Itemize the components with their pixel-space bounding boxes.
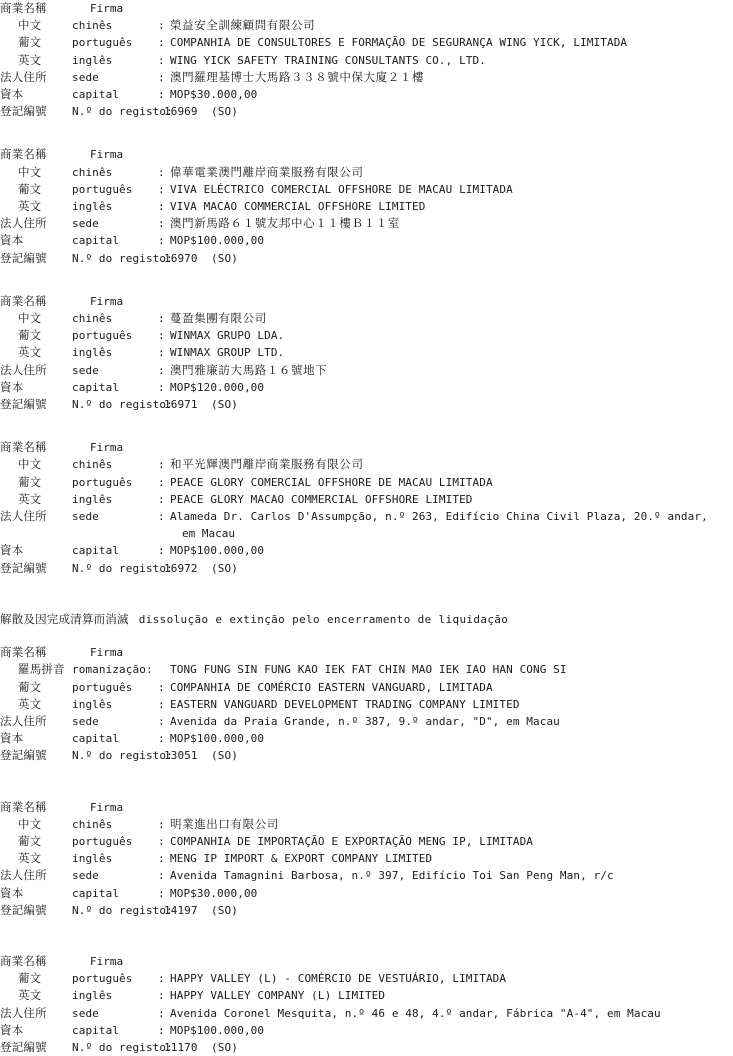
entry-divider — [0, 413, 733, 439]
firma-label-pt: Firma — [90, 294, 124, 308]
portuguese-label-cn: 葡文 — [18, 679, 42, 694]
capital-label-cn: 資本 — [0, 87, 24, 102]
registration-label-pt: N.º do registo: — [72, 749, 173, 763]
registration-label-cn: 登記編號 — [0, 748, 47, 763]
seat-value: Avenida Tamagnini Barbosa, n.º 397, Edifício Toi San Peng Man, r/c — [170, 869, 614, 883]
colon: : — [158, 19, 165, 33]
seat-row — [0, 713, 733, 730]
portuguese-name-value: WINMAX GRUPO LDA. — [170, 329, 285, 343]
colon: : — [158, 217, 165, 231]
chinese-name-value: 和平光輝澳門離岸商業服務有限公司 — [170, 457, 364, 472]
company-entry — [0, 293, 733, 413]
registration-value: 14197 (SO) — [164, 903, 238, 917]
chinese-name-row — [0, 164, 733, 181]
section-note — [0, 611, 733, 628]
capital-row — [0, 1022, 733, 1039]
seat-label-cn: 法人住所 — [0, 868, 47, 883]
registration-value: 16970 (SO) — [164, 251, 238, 265]
registration-row — [0, 1039, 733, 1056]
capital-value: MOP$100.000,00 — [170, 1023, 265, 1037]
seat-row — [0, 69, 733, 86]
colon: : — [158, 510, 165, 524]
capital-label-cn: 資本 — [0, 731, 24, 746]
colon: : — [158, 380, 165, 394]
portuguese-name-row — [0, 34, 733, 51]
seat-row — [0, 1005, 733, 1022]
english-label-cn: 英文 — [18, 491, 42, 506]
portuguese-label-cn: 葡文 — [18, 971, 42, 986]
firma-header — [0, 953, 733, 970]
seat-label-pt: sede — [72, 869, 99, 883]
registration-value: 16972 (SO) — [164, 561, 238, 575]
capital-label-pt: capital — [72, 544, 120, 558]
portuguese-name-row — [0, 181, 733, 198]
seat-label-pt: sede — [72, 1006, 99, 1020]
capital-label-cn: 資本 — [0, 543, 24, 558]
colon: : — [158, 346, 165, 360]
capital-row — [0, 232, 733, 249]
registration-row — [0, 560, 733, 577]
chinese-name-row — [0, 17, 733, 34]
capital-value: MOP$100.000,00 — [170, 732, 265, 746]
firma-label-cn: 商業名稱 — [0, 1, 47, 15]
portuguese-label-pt: português — [72, 36, 133, 50]
section-note-cn: 解散及因完成清算而消滅 — [0, 611, 129, 626]
chinese-name-value: 偉華電業澳門離岸商業服務有限公司 — [170, 164, 364, 179]
company-entry — [0, 0, 733, 120]
english-name-row — [0, 52, 733, 69]
firma-label-pt: Firma — [90, 646, 124, 660]
seat-row — [0, 867, 733, 884]
seat-label-cn: 法人住所 — [0, 69, 47, 84]
seat-label-cn: 法人住所 — [0, 1005, 47, 1020]
portuguese-name-row — [0, 679, 733, 696]
seat-row — [0, 215, 733, 232]
capital-label-pt: capital — [72, 234, 120, 248]
capital-label-cn: 資本 — [0, 233, 24, 248]
capital-row — [0, 86, 733, 103]
section-spacer — [0, 628, 733, 644]
portuguese-label-pt: português — [72, 329, 133, 343]
portuguese-name-value: COMPANHIA DE CONSULTORES E FORMAÇÃO DE SEGURANÇA WING YICK, LIMITADA — [170, 36, 628, 50]
colon: : — [158, 544, 165, 558]
firma-header — [0, 0, 733, 17]
registration-value: 11170 (SO) — [164, 1040, 238, 1054]
capital-value: MOP$30.000,00 — [170, 886, 258, 900]
english-name-row — [0, 198, 733, 215]
registration-row — [0, 747, 733, 764]
english-name-value: VIVA MACAO COMMERCIAL OFFSHORE LIMITED — [170, 200, 426, 214]
firma-header — [0, 439, 733, 456]
capital-label-pt: capital — [72, 380, 120, 394]
capital-label-pt: capital — [72, 732, 120, 746]
registration-label-cn: 登記編號 — [0, 902, 47, 917]
firma-label-pt: Firma — [90, 148, 124, 162]
portuguese-name-value: COMPANHIA DE IMPORTAÇÃO E EXPORTAÇÃO MENG IP, LIMITADA — [170, 834, 534, 848]
english-name-value: HAPPY VALLEY COMPANY (L) LIMITED — [170, 989, 386, 1003]
entry-divider — [0, 267, 733, 293]
chinese-name-row — [0, 310, 733, 327]
colon: : — [158, 732, 165, 746]
seat-row — [0, 508, 733, 525]
portuguese-label-cn: 葡文 — [18, 35, 42, 50]
colon: : — [158, 200, 165, 214]
romanization-row — [0, 661, 733, 678]
english-name-row — [0, 850, 733, 867]
colon: : — [158, 475, 165, 489]
section-note-pt: dissolução e extinção pelo encerramento de liquidação — [138, 612, 509, 626]
english-label-pt: inglês — [72, 697, 113, 711]
seat-label-pt: sede — [72, 217, 99, 231]
seat-value: 澳門新馬路６１號友邦中心１１樓Ｂ１１室 — [170, 216, 400, 231]
english-name-value: PEACE GLORY MACAO COMMERCIAL OFFSHORE LIMITED — [170, 492, 473, 506]
colon: : — [158, 36, 165, 50]
colon: : — [158, 165, 165, 179]
seat-label-cn: 法人住所 — [0, 509, 47, 524]
chinese-name-value: 明業進出口有限公司 — [170, 816, 279, 831]
registration-row — [0, 103, 733, 120]
portuguese-label-pt: português — [72, 834, 133, 848]
capital-value: MOP$120.000,00 — [170, 380, 265, 394]
seat-label-cn: 法人住所 — [0, 216, 47, 231]
capital-value: MOP$30.000,00 — [170, 88, 258, 102]
chinese-label-cn: 中文 — [18, 311, 42, 326]
seat-label-pt: sede — [72, 714, 99, 728]
firma-label-pt: Firma — [90, 441, 124, 455]
colon: : — [158, 817, 165, 831]
firma-label-pt: Firma — [90, 800, 124, 814]
portuguese-name-row — [0, 833, 733, 850]
portuguese-label-cn: 葡文 — [18, 328, 42, 343]
registration-label-cn: 登記編號 — [0, 104, 47, 119]
english-label-cn: 英文 — [18, 345, 42, 360]
registration-label-pt: N.º do registo: — [72, 903, 173, 917]
colon: : — [158, 234, 165, 248]
colon: : — [158, 714, 165, 728]
chinese-label-cn: 中文 — [18, 816, 42, 831]
english-label-pt: inglês — [72, 492, 113, 506]
firma-label-cn: 商業名稱 — [0, 147, 47, 162]
portuguese-label-pt: português — [72, 475, 133, 489]
english-name-value: WING YICK SAFETY TRAINING CONSULTANTS CO., LTD. — [170, 53, 486, 67]
firma-label-cn: 商業名稱 — [0, 293, 47, 308]
seat-continuation-row — [0, 525, 733, 542]
portuguese-label-pt: português — [72, 182, 133, 196]
registration-row — [0, 396, 733, 413]
colon: : — [158, 680, 165, 694]
colon: : — [158, 458, 165, 472]
english-name-row — [0, 344, 733, 361]
capital-value: MOP$100.000,00 — [170, 234, 265, 248]
seat-value: Avenida da Praia Grande, n.º 387, 9.º andar, "D", em Macau — [170, 714, 560, 728]
registration-label-pt: N.º do registo: — [72, 1040, 173, 1054]
company-entry — [0, 439, 733, 577]
colon: : — [158, 1006, 165, 1020]
company-entry — [0, 799, 733, 919]
indent-spacer — [0, 525, 182, 542]
portuguese-name-row — [0, 970, 733, 987]
firma-label-cn: 商業名稱 — [0, 645, 47, 660]
english-label-pt: inglês — [72, 53, 113, 67]
english-label-cn: 英文 — [18, 52, 42, 67]
colon: : — [158, 70, 165, 84]
colon: : — [158, 363, 165, 377]
section-divider — [0, 577, 733, 611]
company-entry — [0, 146, 733, 266]
english-label-pt: inglês — [72, 200, 113, 214]
english-label-cn: 英文 — [18, 988, 42, 1003]
capital-label-pt: capital — [72, 1023, 120, 1037]
colon: : — [158, 182, 165, 196]
registration-label-cn: 登記編號 — [0, 397, 47, 412]
portuguese-label-pt: português — [72, 680, 133, 694]
firma-label-pt: Firma — [90, 2, 124, 15]
portuguese-label-pt: português — [72, 972, 133, 986]
colon: : — [158, 869, 165, 883]
colon: : — [158, 972, 165, 986]
colon: : — [158, 989, 165, 1003]
seat-row — [0, 362, 733, 379]
seat-label-pt: sede — [72, 70, 99, 84]
capital-row — [0, 379, 733, 396]
capital-value: MOP$100.000,00 — [170, 544, 265, 558]
colon: : — [158, 492, 165, 506]
registration-value: 13051 (SO) — [164, 749, 238, 763]
seat-label-cn: 法人住所 — [0, 362, 47, 377]
registration-label-cn: 登記編號 — [0, 560, 47, 575]
chinese-name-row — [0, 456, 733, 473]
colon: : — [158, 834, 165, 848]
romanization-label-cn: 羅馬拼音 — [18, 662, 65, 677]
romanization-label-pt: romanização: — [72, 663, 153, 677]
chinese-label-pt: chinês — [72, 165, 113, 179]
english-label-cn: 英文 — [18, 851, 42, 866]
capital-label-pt: capital — [72, 88, 120, 102]
english-label-cn: 英文 — [18, 199, 42, 214]
chinese-name-value: 榮益安全訓練顧問有限公司 — [170, 18, 316, 33]
seat-label-cn: 法人住所 — [0, 713, 47, 728]
colon: : — [158, 88, 165, 102]
english-name-value: WINMAX GROUP LTD. — [170, 346, 285, 360]
capital-label-cn: 資本 — [0, 379, 24, 394]
chinese-label-pt: chinês — [72, 312, 113, 326]
registration-row — [0, 902, 733, 919]
capital-label-pt: capital — [72, 886, 120, 900]
seat-label-pt: sede — [72, 510, 99, 524]
romanization-value: TONG FUNG SIN FUNG KAO IEK FAT CHIN MAO IEK IAO HAN CONG SI — [170, 663, 567, 677]
firma-header — [0, 293, 733, 310]
portuguese-name-value: VIVA ELÉCTRICO COMERCIAL OFFSHORE DE MACAU LIMITADA — [170, 182, 513, 196]
firma-header — [0, 146, 733, 163]
firma-label-cn: 商業名稱 — [0, 953, 47, 968]
capital-row — [0, 885, 733, 902]
entry-divider — [0, 919, 733, 953]
capital-label-cn: 資本 — [0, 885, 24, 900]
company-entry — [0, 644, 733, 764]
registration-label-pt: N.º do registo: — [72, 398, 173, 412]
seat-value: Avenida Coronel Mesquita, n.º 46 e 48, 4.º andar, Fábrica "A-4", em Macau — [170, 1006, 661, 1020]
english-label-pt: inglês — [72, 346, 113, 360]
english-label-pt: inglês — [72, 852, 113, 866]
colon: : — [158, 312, 165, 326]
registration-label-pt: N.º do registo: — [72, 251, 173, 265]
registration-label-pt: N.º do registo: — [72, 561, 173, 575]
firma-header — [0, 644, 733, 661]
registration-value: 16969 (SO) — [164, 105, 238, 119]
portuguese-name-value: PEACE GLORY COMERCIAL OFFSHORE DE MACAU LIMITADA — [170, 475, 493, 489]
english-name-row — [0, 491, 733, 508]
entry-divider — [0, 765, 733, 799]
colon: : — [158, 1023, 165, 1037]
portuguese-name-row — [0, 474, 733, 491]
seat-continuation-value: em Macau — [182, 527, 235, 541]
chinese-label-cn: 中文 — [18, 164, 42, 179]
chinese-name-row — [0, 816, 733, 833]
capital-label-cn: 資本 — [0, 1022, 24, 1037]
portuguese-label-cn: 葡文 — [18, 474, 42, 489]
capital-row — [0, 730, 733, 747]
seat-label-pt: sede — [72, 363, 99, 377]
chinese-name-value: 蔓盈集團有限公司 — [170, 311, 267, 326]
portuguese-name-value: COMPANHIA DE COMÉRCIO EASTERN VANGUARD, LIMITADA — [170, 680, 493, 694]
registration-label-cn: 登記編號 — [0, 1039, 47, 1054]
seat-value: 澳門雅廉訪大馬路１６號地下 — [170, 362, 328, 377]
portuguese-name-row — [0, 327, 733, 344]
chinese-label-pt: chinês — [72, 817, 113, 831]
firma-label-pt: Firma — [90, 954, 124, 968]
english-name-value: EASTERN VANGUARD DEVELOPMENT TRADING COMPANY LIMITED — [170, 697, 520, 711]
entry-divider — [0, 120, 733, 146]
colon: : — [158, 697, 165, 711]
seat-value: Alameda Dr. Carlos D'Assumpção, n.º 263, Edifício China Civil Plaza, 20.º andar, — [170, 510, 708, 524]
company-entry — [0, 953, 733, 1056]
english-name-row — [0, 696, 733, 713]
registration-row — [0, 250, 733, 267]
portuguese-name-value: HAPPY VALLEY (L) - COMÉRCIO DE VESTUÁRIO, LIMITADA — [170, 972, 507, 986]
portuguese-label-cn: 葡文 — [18, 833, 42, 848]
colon: : — [158, 53, 165, 67]
firma-header — [0, 799, 733, 816]
registration-label-pt: N.º do registo: — [72, 105, 173, 119]
capital-row — [0, 542, 733, 559]
english-name-row — [0, 987, 733, 1004]
colon: : — [158, 852, 165, 866]
chinese-label-cn: 中文 — [18, 18, 42, 33]
seat-value: 澳門羅理基博士大馬路３３８號中保大廈２１樓 — [170, 69, 425, 84]
english-label-pt: inglês — [72, 989, 113, 1003]
chinese-label-pt: chinês — [72, 458, 113, 472]
english-label-cn: 英文 — [18, 696, 42, 711]
colon: : — [158, 886, 165, 900]
chinese-label-cn: 中文 — [18, 457, 42, 472]
chinese-label-pt: chinês — [72, 19, 113, 33]
portuguese-label-cn: 葡文 — [18, 181, 42, 196]
firma-label-cn: 商業名稱 — [0, 799, 47, 814]
registration-label-cn: 登記編號 — [0, 250, 47, 265]
english-name-value: MENG IP IMPORT & EXPORT COMPANY LIMITED — [170, 852, 433, 866]
firma-label-cn: 商業名稱 — [0, 440, 47, 455]
colon: : — [158, 329, 165, 343]
registration-value: 16971 (SO) — [164, 398, 238, 412]
